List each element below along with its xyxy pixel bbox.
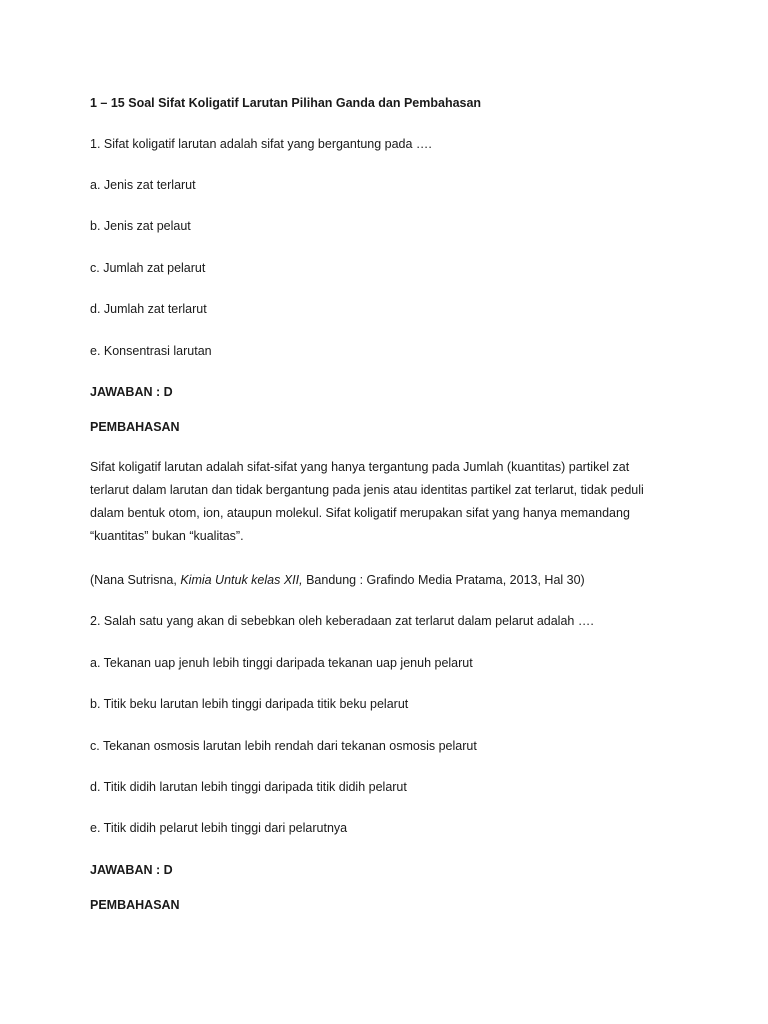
q2-discussion-heading: PEMBAHASAN: [90, 898, 180, 912]
q2-option-b: b. Titik beku larutan lebih tinggi daripada titik beku pelarut: [90, 697, 409, 711]
q1-discussion-line: terlarut dalam larutan dan tidak bergantung pada jenis atau identitas partikel zat terlarut, tidak peduli: [90, 483, 644, 497]
question-2: 2. Salah satu yang akan di sebebkan oleh keberadaan zat terlarut dalam pelarut adalah ….: [90, 614, 594, 628]
q1-discussion-line: dalam bentuk otom, ion, ataupun molekul. Sifat koligatif merupakan sifat yang hanya memandang: [90, 506, 630, 520]
q2-option-e: e. Titik didih pelarut lebih tinggi dari pelarutnya: [90, 821, 348, 835]
q1-discussion-line: “kuantitas” bukan “kualitas”.: [90, 529, 244, 543]
q1-option-c: c. Jumlah zat pelarut: [90, 261, 206, 275]
q1-reference: [90, 572, 585, 588]
q1-option-b: b. Jenis zat pelaut: [90, 219, 191, 233]
reference-book-title: Kimia Untuk kelas XII,: [180, 573, 307, 587]
q2-answer: JAWABAN : D: [90, 863, 173, 877]
document-title: 1 – 15 Soal Sifat Koligatif Larutan Pilihan Ganda dan Pembahasan: [90, 96, 482, 110]
q1-discussion-heading: PEMBAHASAN: [90, 420, 180, 434]
reference-author: (Nana Sutrisna,: [90, 573, 181, 587]
q1-option-d: d. Jumlah zat terlarut: [90, 302, 207, 316]
q1-discussion-line: Sifat koligatif larutan adalah sifat-sifat yang hanya tergantung pada Jumlah (kuantitas) partikel zat: [90, 460, 630, 474]
q2-option-a: a. Tekanan uap jenuh lebih tinggi daripada tekanan uap jenuh pelarut: [90, 656, 473, 670]
question-1: 1. Sifat koligatif larutan adalah sifat yang bergantung pada ….: [90, 137, 432, 151]
reference-publisher: Bandung : Grafindo Media Pratama, 2013, Hal 30): [306, 573, 585, 587]
q1-option-a: a. Jenis zat terlarut: [90, 178, 196, 192]
q1-discussion-text: [90, 456, 690, 548]
q1-option-e: e. Konsentrasi larutan: [90, 344, 212, 358]
q1-answer: JAWABAN : D: [90, 385, 173, 399]
q2-option-d: d. Titik didih larutan lebih tinggi daripada titik didih pelarut: [90, 780, 407, 794]
q2-option-c: c. Tekanan osmosis larutan lebih rendah dari tekanan osmosis pelarut: [90, 739, 477, 753]
